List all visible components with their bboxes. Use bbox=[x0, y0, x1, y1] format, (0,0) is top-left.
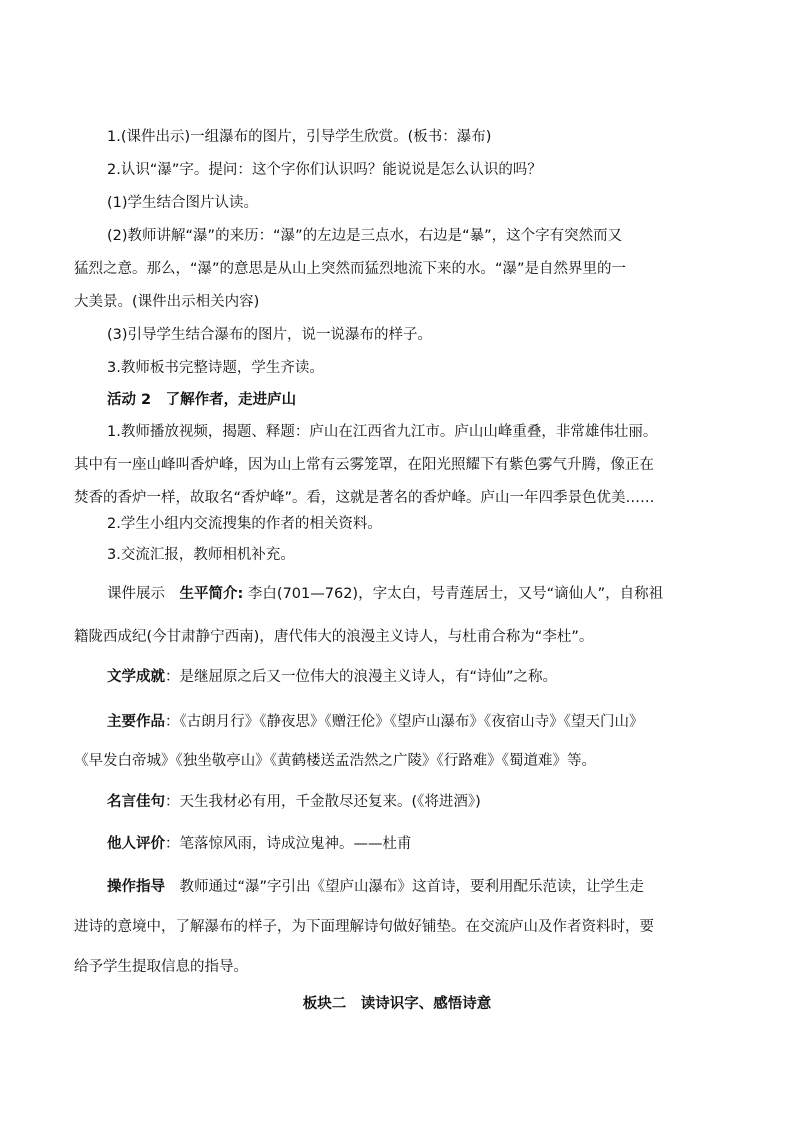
courseware-works-line1 bbox=[107, 712, 719, 732]
paragraph-teacher-explain-line2: 猛烈之意。那么，“瀑”的意思是从山上突然而猛烈地流下来的水。“瀑”是自然界里的一 bbox=[74, 261, 627, 277]
paragraph-student-read: (1)学生结合图片认读。 bbox=[107, 195, 259, 211]
review-text: ：笔落惊风雨，诗成泣鬼神。——杜甫 bbox=[165, 836, 412, 852]
bio-label: 生平简介: bbox=[179, 586, 244, 602]
paragraph-courseware-show: 1.(课件出示)一组瀑布的图片，引导学生欣赏。(板书：瀑布) bbox=[107, 129, 492, 145]
paragraph-teacher-explain-line1: (2)教师讲解“瀑”的来历：“瀑”的左边是三点水，右边是“暴”，这个字有突然而又 bbox=[107, 228, 623, 244]
courseware-label: 课件展示 bbox=[107, 586, 180, 602]
block2-heading: 板块二 读诗识字、感悟诗意 bbox=[302, 996, 492, 1012]
paragraph-describe-waterfall: (3)引导学生结合瀑布的图片，说一说瀑布的样子。 bbox=[107, 327, 433, 343]
quote-text: ：天生我材必有用，千金散尽还复来。(《将进酒》) bbox=[165, 794, 481, 810]
paragraph-recognize-char: 2.认识“瀑”字。提问：这个字你们认识吗？能说说是怎么认识的吗？ bbox=[107, 162, 542, 178]
activity2-group-share: 2.学生小组内交流搜集的作者的相关资料。 bbox=[107, 516, 382, 532]
bio-text-1: 李白(701—762)，字太白，号青莲居士，又号“谪仙人”，自称祖 bbox=[243, 586, 664, 602]
activity2-video-line3: 焚香的香炉一样，故取名“香炉峰”。看，这就是著名的香炉峰。庐山一年四季景色优美…… bbox=[74, 490, 655, 506]
quote-label: 名言佳句 bbox=[107, 794, 165, 810]
activity2-report: 3.交流汇报，教师相机补充。 bbox=[107, 547, 295, 563]
courseware-review bbox=[107, 834, 719, 854]
review-label: 他人评价 bbox=[107, 836, 165, 852]
courseware-literature bbox=[107, 667, 719, 687]
activity2-video-line2: 其中有一座山峰叫香炉峰，因为山上常有云雾笼罩，在阳光照耀下有紫色雾气升腾，像正在 bbox=[74, 457, 654, 473]
guidance-text-1: 教师通过“瀑”字引出《望庐山瀑布》这首诗，要利用配乐范读，让学生走 bbox=[179, 879, 645, 895]
guidance-line3: 给予学生提取信息的指导。 bbox=[74, 959, 248, 975]
paragraph-board-title: 3.教师板书完整诗题，学生齐读。 bbox=[107, 360, 324, 376]
document-page bbox=[74, 0, 719, 1123]
courseware-bio-line2: 籍陇西成纪(今甘肃静宁西南)，唐代伟大的浪漫主义诗人，与杜甫合称为“李杜”。 bbox=[74, 629, 594, 645]
literature-label: 文学成就 bbox=[107, 669, 165, 685]
activity2-heading: 活动 2 了解作者，走进庐山 bbox=[107, 392, 297, 408]
guidance-label: 操作指导 bbox=[107, 879, 180, 895]
works-text-1: ：《古朗月行》《静夜思》《赠汪伦》《望庐山瀑布》《夜宿山寺》《望天门山》 bbox=[165, 714, 644, 730]
courseware-works-line2: 《早发白帝城》《独坐敬亭山》《黄鹤楼送孟浩然之广陵》《行路难》《蜀道难》等。 bbox=[74, 753, 596, 769]
activity2-video-line1: 1.教师播放视频，揭题、释题：庐山在江西省九江市。庐山山峰重叠，非常雄伟壮丽。 bbox=[107, 424, 658, 440]
literature-text: ：是继屈原之后又一位伟大的浪漫主义诗人，有“诗仙”之称。 bbox=[165, 669, 558, 685]
courseware-quote bbox=[107, 792, 719, 812]
works-label: 主要作品 bbox=[107, 714, 165, 730]
courseware-bio-line1 bbox=[107, 584, 719, 604]
guidance-line1 bbox=[107, 877, 719, 897]
guidance-line2: 进诗的意境中，了解瀑布的样子，为下面理解诗句做好铺垫。在交流庐山及作者资料时，要 bbox=[74, 919, 654, 935]
paragraph-teacher-explain-line3: 大美景。(课件出示相关内容) bbox=[74, 294, 260, 310]
